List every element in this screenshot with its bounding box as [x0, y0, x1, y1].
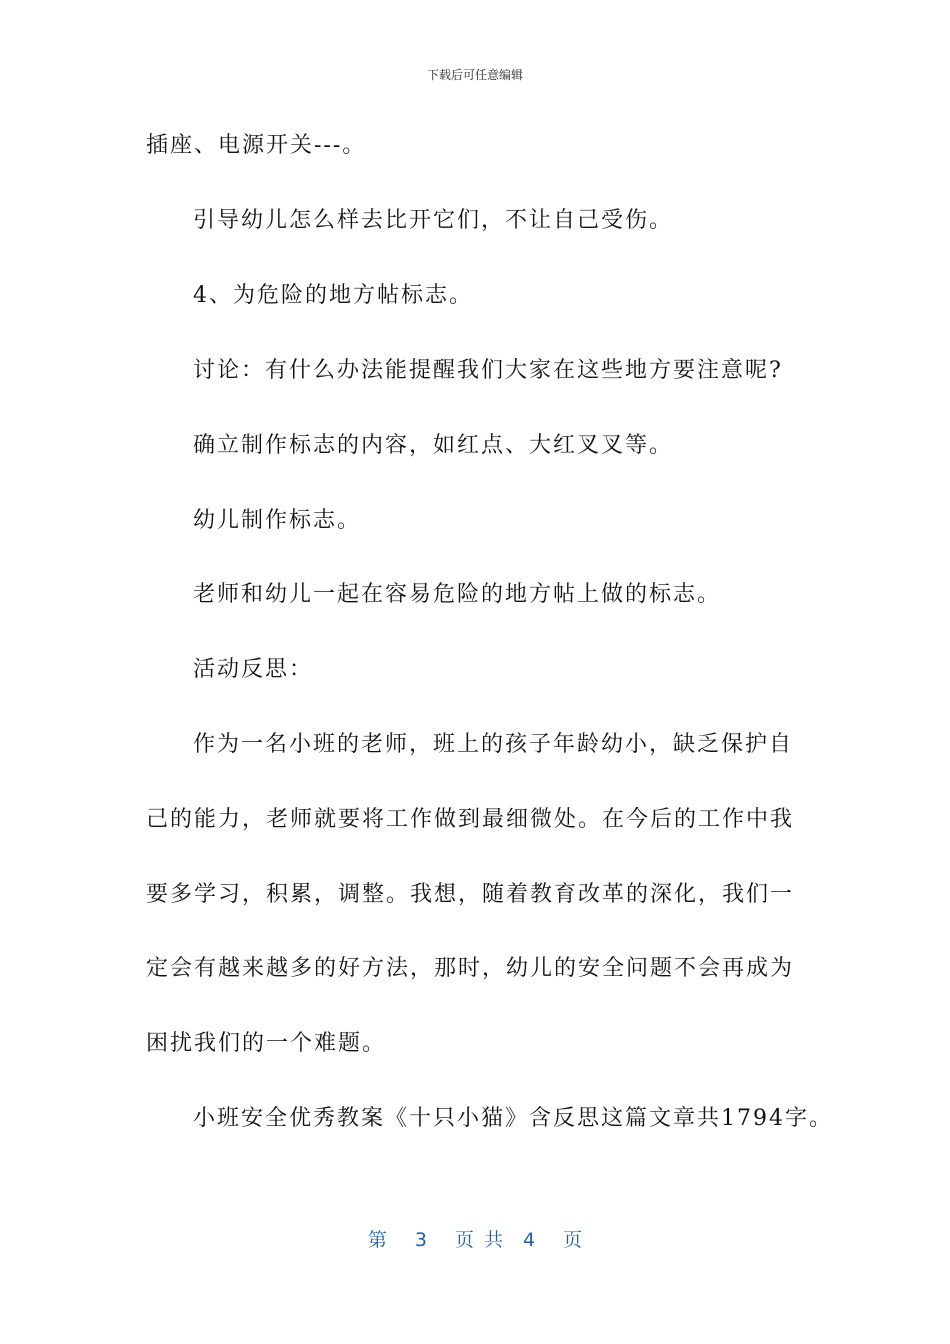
body-line-14: 小班安全优秀教案《十只小猫》含反思这篇文章共1794字。 [193, 1106, 833, 1131]
body-line-3: 4、为危险的地方帖标志。 [193, 283, 473, 308]
body-line-13: 困扰我们的一个难题。 [146, 1031, 387, 1056]
section-heading-reflection: 活动反思： [193, 657, 314, 682]
page-footer [0, 1225, 950, 1252]
footer-suffix: 页 [563, 1229, 583, 1251]
body-line-9: 作为一名小班的老师，班上的孩子年龄幼小，缺乏保护自 [193, 732, 794, 757]
body-line-11: 要多学习，积累，调整。我想，随着教育改革的深化，我们一 [146, 882, 795, 907]
body-line-12: 定会有越来越多的好方法，那时，幼儿的安全问题不会再成为 [146, 956, 795, 981]
page-header: 下载后可任意编辑 [426, 68, 523, 82]
body-line-2: 引导幼儿怎么样去比开它们，不让自己受伤。 [193, 208, 674, 233]
body-line-7: 老师和幼儿一起在容易危险的地方帖上做的标志。 [193, 582, 722, 607]
body-line-10: 己的能力，老师就要将工作做到最细微处。在今后的工作中我 [146, 807, 795, 832]
footer-middle: 页共 [454, 1229, 513, 1251]
footer-current-page: 3 [414, 1229, 427, 1251]
body-line-1: 插座、电源开关---。 [146, 133, 367, 158]
body-line-5: 确立制作标志的内容，如红点、大红叉叉等。 [193, 433, 674, 458]
footer-total-pages: 4 [523, 1229, 536, 1251]
footer-prefix: 第 [367, 1229, 387, 1251]
body-line-4: 讨论：有什么办法能提醒我们大家在这些地方要注意呢? [193, 358, 783, 383]
body-line-6: 幼儿制作标志。 [193, 508, 362, 533]
